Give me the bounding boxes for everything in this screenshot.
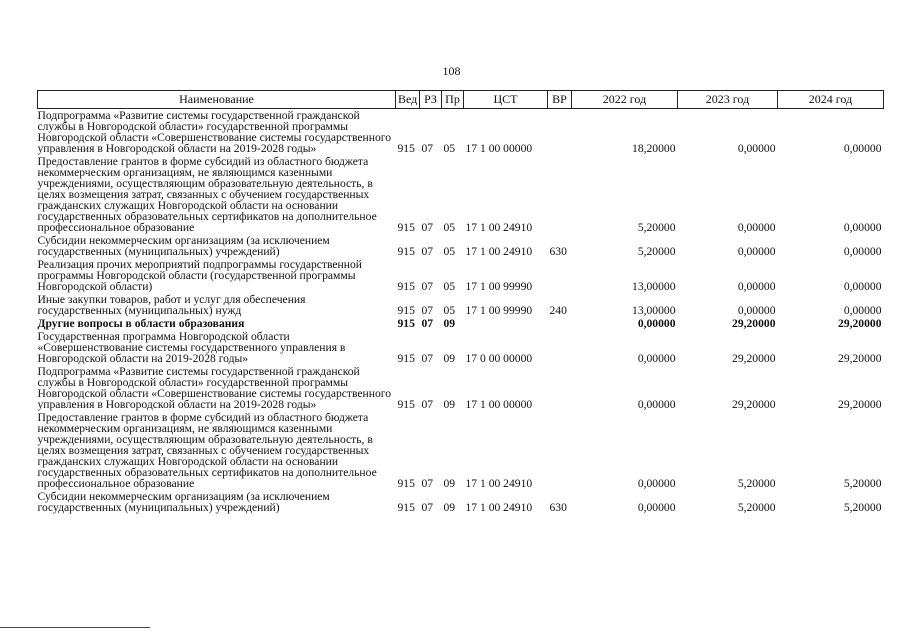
row-name-cell: Реализация прочих мероприятий подпрограммы государственной программы Новгородской области (государственной программы Новгородской области) — [37, 258, 362, 293]
row-pr-cell: 09 — [443, 501, 456, 514]
row-vr-cell — [548, 109, 572, 156]
row-name-cell: Подпрограмма «Развитие системы государственной гражданской службы в Новгородской области» государственной программы Новгородской области «Совершенствование системы государственного управления в Новгородской области на 2019-2028 годы» — [37, 365, 392, 411]
row-cst-cell: 17 1 00 00000 — [465, 398, 533, 411]
row-cst-cell — [464, 317, 548, 330]
row-2024-cell: 29,20000 — [838, 352, 882, 365]
row-2022-cell: 13,00000 — [632, 304, 676, 317]
row-2024-cell: 0,00000 — [843, 221, 882, 234]
row-2022-cell: 0,00000 — [637, 477, 676, 490]
row-pr-cell: 05 — [443, 280, 456, 293]
row-ved-cell: 915 — [397, 142, 415, 155]
row-rz-cell: 07 — [421, 221, 434, 234]
row-name-cell: Другие вопросы в области образования — [37, 317, 245, 330]
row-2022-cell: 0,00000 — [637, 317, 676, 330]
header-vr: ВР — [548, 91, 572, 109]
table-row — [38, 258, 884, 293]
row-2022-cell: 13,00000 — [632, 280, 676, 293]
row-cst-cell: 17 1 00 24910 — [465, 245, 533, 258]
row-name-cell: Подпрограмма «Развитие системы государственной гражданской службы в Новгородской области» государственной программы Новгородской области «Совершенствование системы государственного управления в Новгородской области на 2019-2028 годы» — [37, 109, 392, 155]
row-ved-cell: 915 — [397, 304, 415, 317]
row-2023-cell: 5,20000 — [737, 477, 776, 490]
page-number: 108 — [442, 64, 461, 78]
row-vr-cell: 630 — [549, 501, 567, 514]
row-rz-cell: 07 — [421, 142, 434, 155]
row-name-cell: Субсидии некоммерческим организациям (за исключением государственных (муниципальных) учреждений) — [37, 490, 330, 514]
row-2024-cell: 29,20000 — [838, 398, 882, 411]
row-rz-cell: 07 — [421, 317, 434, 330]
row-vr-cell: 630 — [549, 245, 567, 258]
row-rz-cell: 07 — [421, 501, 434, 514]
row-ved-cell: 915 — [397, 501, 415, 514]
row-2023-cell: 29,20000 — [732, 352, 776, 365]
row-ved-cell: 915 — [397, 352, 415, 365]
row-2023-cell: 5,20000 — [737, 501, 776, 514]
header-2023: 2023 год — [678, 91, 778, 109]
table-row — [38, 234, 884, 258]
row-rz-cell: 07 — [421, 304, 434, 317]
row-rz-cell: 07 — [421, 352, 434, 365]
row-2023-cell: 0,00000 — [737, 280, 776, 293]
row-cst-cell: 17 1 00 24910 — [465, 477, 533, 490]
row-name-cell: Субсидии некоммерческим организациям (за исключением государственных (муниципальных) учреждений) — [37, 234, 330, 258]
table-body — [38, 109, 884, 515]
row-vr-cell — [548, 330, 572, 365]
row-rz-cell: 07 — [421, 280, 434, 293]
row-2023-cell: 0,00000 — [737, 245, 776, 258]
table-row — [38, 490, 884, 514]
row-name-cell: Предоставление грантов в форме субсидий из областного бюджета некоммерческим организациям, не являющимся казенными учреждениями, осуществляющим образовательную деятельность, в целях возмещения затрат, связанных с обучением государственных гражданских служащих Новгородской области на основании государственных образовательных сертификатов на дополнительное профессиональное образование — [37, 155, 377, 234]
row-vr-cell — [548, 155, 572, 234]
row-cst-cell: 17 1 00 99990 — [465, 280, 533, 293]
row-name-cell: Предоставление грантов в форме субсидий из областного бюджета некоммерческим организациям, не являющимся казенными учреждениями, осуществляющим образовательную деятельность, в целях возмещения затрат, связанных с обучением государственных гражданских служащих Новгородской области на основании государственных образовательных сертификатов на дополнительное профессиональное образование — [37, 411, 377, 490]
header-name: Наименование — [38, 91, 396, 109]
header-2022: 2022 год — [572, 91, 678, 109]
row-vr-cell — [548, 365, 572, 411]
header-rz: РЗ — [420, 91, 442, 109]
row-ved-cell: 915 — [397, 245, 415, 258]
row-2024-cell: 0,00000 — [843, 304, 882, 317]
row-cst-cell: 17 1 00 24910 — [465, 501, 533, 514]
row-pr-cell: 05 — [443, 142, 456, 155]
row-ved-cell: 915 — [397, 477, 415, 490]
row-2024-cell: 29,20000 — [838, 317, 882, 330]
row-vr-cell — [548, 317, 572, 330]
row-ved-cell: 915 — [397, 398, 415, 411]
row-2022-cell: 5,20000 — [637, 245, 676, 258]
row-2023-cell: 0,00000 — [737, 142, 776, 155]
table-row — [38, 317, 884, 330]
row-2023-cell: 0,00000 — [737, 221, 776, 234]
table-header-row — [38, 91, 884, 109]
table-row — [38, 109, 884, 156]
row-2023-cell: 29,20000 — [732, 398, 776, 411]
row-name-cell: Иные закупки товаров, работ и услуг для обеспечения государственных (муниципальных) нужд — [37, 293, 306, 317]
row-pr-cell: 09 — [443, 398, 456, 411]
row-vr-cell — [548, 258, 572, 293]
header-ved: Вед — [396, 91, 420, 109]
row-cst-cell: 17 1 00 24910 — [465, 221, 533, 234]
table-row — [38, 293, 884, 317]
row-2022-cell: 5,20000 — [637, 221, 676, 234]
row-rz-cell: 07 — [421, 477, 434, 490]
row-ved-cell: 915 — [397, 280, 415, 293]
row-2022-cell: 0,00000 — [637, 501, 676, 514]
row-cst-cell: 17 1 00 00000 — [465, 142, 533, 155]
row-pr-cell: 05 — [443, 304, 456, 317]
row-rz-cell: 07 — [421, 398, 434, 411]
row-ved-cell: 915 — [397, 221, 415, 234]
row-2022-cell: 0,00000 — [637, 352, 676, 365]
table-row — [38, 365, 884, 411]
budget-table — [37, 90, 884, 514]
row-2023-cell: 29,20000 — [732, 317, 776, 330]
row-ved-cell: 915 — [397, 317, 415, 330]
row-2023-cell: 0,00000 — [737, 304, 776, 317]
row-2024-cell: 0,00000 — [843, 280, 882, 293]
row-rz-cell: 07 — [421, 245, 434, 258]
table-row — [38, 330, 884, 365]
row-cst-cell: 17 0 00 00000 — [465, 352, 533, 365]
row-vr-cell: 240 — [549, 304, 567, 317]
row-2022-cell: 18,20000 — [632, 142, 676, 155]
table-row — [38, 155, 884, 234]
row-pr-cell: 05 — [443, 245, 456, 258]
row-2024-cell: 5,20000 — [843, 501, 882, 514]
row-vr-cell — [548, 411, 572, 490]
row-2024-cell: 5,20000 — [843, 477, 882, 490]
row-cst-cell: 17 1 00 99990 — [465, 304, 533, 317]
footer-rule — [0, 627, 150, 628]
table-row — [38, 411, 884, 490]
row-name-cell: Государственная программа Новгородской области «Совершенствование системы государственного управления в Новгородской области на 2019-2028 годы» — [37, 330, 346, 365]
header-pr: Пр — [442, 91, 464, 109]
row-pr-cell: 09 — [443, 317, 456, 330]
row-pr-cell: 09 — [443, 352, 456, 365]
row-2024-cell: 0,00000 — [843, 245, 882, 258]
row-2024-cell: 0,00000 — [843, 142, 882, 155]
header-cst: ЦСТ — [464, 91, 548, 109]
row-pr-cell: 05 — [443, 221, 456, 234]
row-pr-cell: 09 — [443, 477, 456, 490]
header-2024: 2024 год — [778, 91, 884, 109]
row-2022-cell: 0,00000 — [637, 398, 676, 411]
